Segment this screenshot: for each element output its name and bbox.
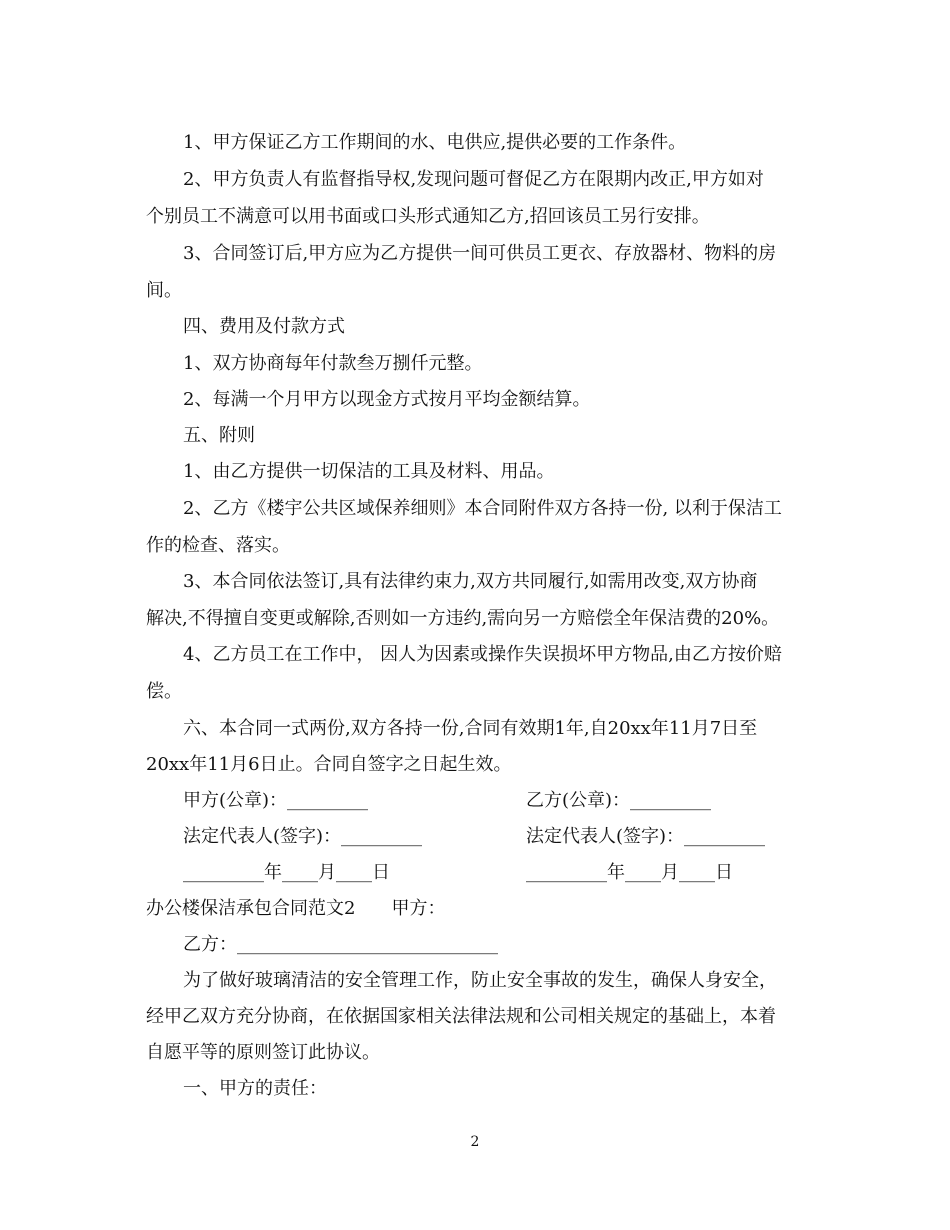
intro-text: 为了做好玻璃清洁的安全管理工作，防止安全事故的发生，确保人身安全， xyxy=(183,970,777,991)
party-a-seal: 甲方(公章)：_________ xyxy=(183,790,369,811)
section-heading: 一、甲方的责任： xyxy=(183,1078,327,1099)
second-contract-heading: 办公楼保洁承包合同范文2 甲方： xyxy=(146,898,446,919)
clause-text: 4、乙方员工在工作中， 因人为因素或操作失误损坏甲方物品,由乙方按价赔 xyxy=(183,644,782,665)
intro-text: 经甲乙双方充分协商，在依据国家相关法律法规和公司相关规定的基础上，本着 xyxy=(146,1006,776,1027)
clause-text: 3、合同签订后,甲方应为乙方提供一间可供员工更衣、存放器材、物料的房 xyxy=(183,243,777,264)
second-party-b: 乙方：_____________________________ xyxy=(183,934,498,955)
clause-text: 偿。 xyxy=(146,681,182,702)
party-b-representative: 法定代表人(签字)：_________ xyxy=(526,826,766,847)
clause-text: 1、由乙方提供一切保洁的工具及材料、用品。 xyxy=(183,461,555,482)
clause-text: 间。 xyxy=(146,280,182,301)
clause-text: 2、乙方《楼宇公共区域保养细则》本合同附件双方各持一份, 以利于保洁工 xyxy=(183,498,782,519)
clause-text: 六、本合同一式两份,双方各持一份,合同有效期1年,自20xx年11月7日至 xyxy=(183,718,758,739)
clause-text: 2、甲方负责人有监督指导权,发现问题可督促乙方在限期内改正,甲方如对 xyxy=(183,169,764,190)
section-heading: 四、费用及付款方式 xyxy=(183,316,345,337)
clause-text: 20xx年11月6日止。合同自签字之日起生效。 xyxy=(146,754,512,775)
clause-text: 解决,不得擅自变更或解除,否则如一方违约,需向另一方赔偿全年保洁费的20%。 xyxy=(146,608,780,629)
party-b-seal: 乙方(公章)：_________ xyxy=(526,790,712,811)
section-heading: 五、附则 xyxy=(183,425,255,446)
clause-text: 个别员工不满意可以用书面或口头形式通知乙方,招回该员工另行安排。 xyxy=(146,206,710,227)
clause-text: 作的检查、落实。 xyxy=(146,535,290,556)
page-number: 2 xyxy=(470,1134,480,1150)
intro-text: 自愿平等的原则签订此协议。 xyxy=(146,1042,380,1063)
clause-text: 2、每满一个月甲方以现金方式按月平均金额结算。 xyxy=(183,389,591,410)
party-a-representative: 法定代表人(签字)：_________ xyxy=(183,826,423,847)
party-b-date: _________年____月____日 xyxy=(526,862,733,883)
clause-text: 1、双方协商每年付款叁万捌仟元整。 xyxy=(183,353,483,374)
clause-text: 1、甲方保证乙方工作期间的水、电供应,提供必要的工作条件。 xyxy=(183,132,687,153)
clause-text: 3、本合同依法签订,具有法律约束力,双方共同履行,如需用改变,双方协商 xyxy=(183,571,758,592)
party-a-date: _________年____月____日 xyxy=(183,862,390,883)
